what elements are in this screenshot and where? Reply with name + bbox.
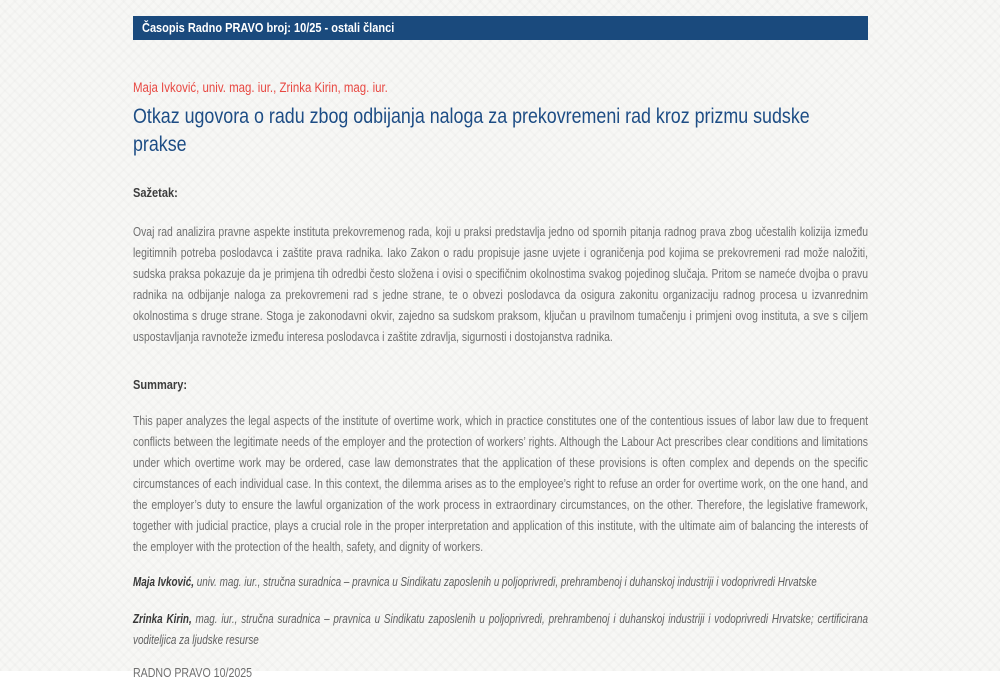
authors-line: Maja Ivković, univ. mag. iur., Zrinka Kirin, mag. iur. [133,80,388,95]
journal-reference: RADNO PRAVO 10/2025 [133,666,253,680]
article-title: Otkaz ugovora o radu zbog odbijanja naloga za prekovremeni rad kroz prizmu sudske prakse [133,105,810,156]
issue-banner[interactable] [133,16,868,40]
author-bio-text: mag. iur., stručna suradnica – pravnica u Sindikatu zaposlenih u poljoprivredi, prehrambenoj i duhanskoj industriji i vodoprivredi Hrvatske; certificirana voditeljica za ljudske resurse [133,611,868,647]
issue-banner-label: Časopis Radno PRAVO broj: 10/25 - ostali članci [142,21,395,35]
sazetak-paragraph: Ovaj rad analizira pravne aspekte instituta prekovremenog rada, koji u praksi predstavlja jedno od spornih pitanja radnog prava zbog učestalih kolizija između legitimnih potreba poslodavca i zaštite prava radnika. Iako Zakon o radu propisuje jasne uvjete i ograničenja pod kojima se prekovremeni rad može naložiti, sudska praksa pokazuje da je primjena tih odredbi često složena i ovisi o specifičnim okolnostima svakog pojedinog slučaja. Pritom se nameće dvojba o pravu radnika na odbijanje naloga za prekovremeni rad s jedne strane, te o obvezi poslodavca da osigura zakonitu organizaciju radnog procesa u izvanrednim okolnostima s druge strane. Stoga je zakonodavni okvir, zajedno sa sudskom praksom, ključan u pravilnom tumačenju i primjeni ovog instituta, a sve s ciljem uspostavljanja ravnoteže između interesa poslodavca i zaštite zdravlja, sigurnosti i dostojanstva radnika. [133,224,868,344]
author-bio [133,571,868,592]
author-bio-name: Maja Ivković, [133,574,194,589]
author-bio-name: Zrinka Kirin, [133,611,192,626]
author-bio [133,608,868,650]
summary-heading: Summary: [133,377,188,392]
author-bio-text: univ. mag. iur., stručna suradnica – pravnica u Sindikatu zaposlenih u poljoprivredi, prehrambenoj i duhanskoj industriji i vodoprivredi Hrvatske [193,574,817,589]
summary-paragraph: This paper analyzes the legal aspects of the institute of overtime work, which in practice constitutes one of the contentious issues of labor law due to frequent conflicts between the legitimate needs of the employer and the protection of workers’ rights. Although the Labour Act prescribes clear conditions and limitations under which overtime work may be ordered, case law demonstrates that the application of these provisions is often complex and depends on the specific circumstances of each individual case. In this context, the dilemma arises as to the employee’s right to refuse an order for overtime work, on the one hand, and the employer’s duty to ensure the lawful organization of the work process in extraordinary circumstances, on the other. Therefore, the legislative framework, together with judicial practice, plays a crucial role in the proper interpretation and application of this institute, with the ultimate aim of balancing the interests of the employer with the protection of the health, safety, and dignity of workers. [133,413,868,554]
sazetak-heading: Sažetak: [133,185,178,200]
article-content [133,16,868,680]
